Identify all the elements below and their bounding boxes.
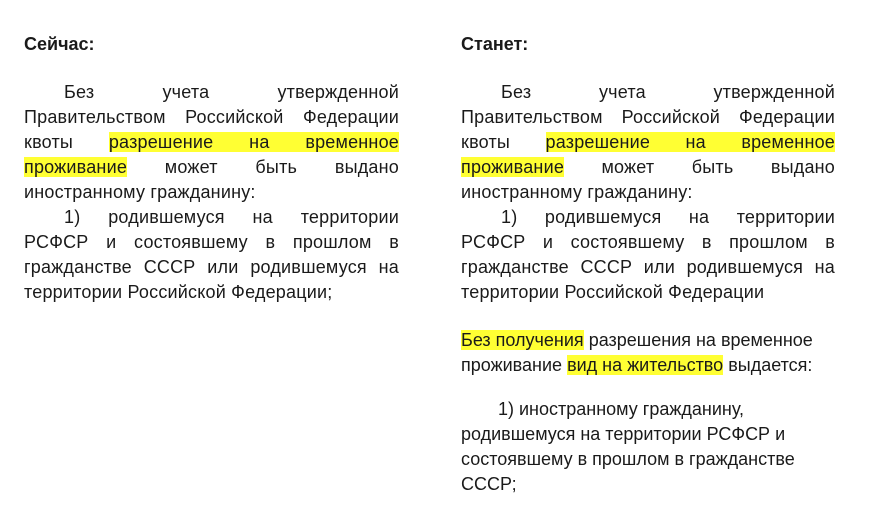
text-line — [461, 472, 835, 497]
text-span: квоты — [461, 132, 511, 152]
text-line — [461, 353, 835, 378]
new-intro-paragraph — [461, 80, 835, 205]
current-heading: Сейчас: — [24, 34, 95, 54]
text-span: Без учета утвержденной — [501, 82, 835, 102]
text-line — [24, 280, 399, 305]
highlighted-text: разрешение на временное — [108, 132, 399, 152]
highlighted-text: проживание — [461, 157, 565, 177]
text-line — [461, 422, 835, 447]
text-line — [461, 447, 835, 472]
new-second-paragraph — [461, 328, 835, 378]
text-line — [24, 80, 399, 105]
text-span: 1) родившемуся на территории — [501, 207, 835, 227]
current-intro-paragraph — [24, 80, 399, 205]
text-line — [461, 280, 835, 305]
new-heading: Станет: — [461, 34, 529, 54]
text-line — [461, 80, 835, 105]
text-line — [24, 155, 399, 180]
highlighted-text: проживание — [24, 157, 128, 177]
text-span: проживание — [461, 355, 563, 375]
text-span: территории Российской Федерации — [461, 282, 765, 302]
text-span: СССР; — [461, 474, 517, 494]
new-item-1 — [461, 205, 835, 305]
text-span: иностранному гражданину: — [24, 182, 256, 202]
text-span: может быть выдано — [601, 157, 836, 177]
highlighted-text: Без получения — [461, 330, 584, 350]
text-span: родившемуся на территории РСФСР и — [461, 424, 786, 444]
text-span: РСФСР и состоявшему в прошлом в — [24, 232, 399, 252]
text-span: 1) иностранному гражданину, — [498, 399, 745, 419]
text-line — [461, 230, 835, 255]
text-span: 1) родившемуся на территории — [64, 207, 399, 227]
text-line — [461, 180, 835, 205]
text-span: может быть выдано — [164, 157, 399, 177]
text-line — [24, 255, 399, 280]
text-line — [461, 255, 835, 280]
text-line — [24, 230, 399, 255]
text-line — [461, 155, 835, 180]
new-item-2 — [461, 397, 835, 497]
text-line — [461, 205, 835, 230]
text-span: Без учета утвержденной — [64, 82, 399, 102]
text-span: территории Российской Федерации; — [24, 282, 333, 302]
text-line — [461, 130, 835, 155]
current-item-1 — [24, 205, 399, 305]
text-line — [24, 205, 399, 230]
text-span: гражданстве СССР или родившемуся на — [24, 257, 399, 277]
text-line — [461, 105, 835, 130]
text-line — [24, 180, 399, 205]
text-span: Правительством Российской Федерации — [24, 107, 399, 127]
text-span: гражданстве СССР или родившемуся на — [461, 257, 835, 277]
text-span: состоявшему в прошлом в гражданстве — [461, 449, 795, 469]
text-span: выдается: — [728, 355, 813, 375]
text-span: РСФСР и состоявшему в прошлом в — [461, 232, 835, 252]
text-span: Правительством Российской Федерации — [461, 107, 835, 127]
highlighted-text: разрешение на временное — [545, 132, 836, 152]
text-line — [461, 397, 835, 422]
text-span: разрешения на временное — [588, 330, 813, 350]
highlighted-text: вид на жительство — [567, 355, 724, 375]
text-line — [24, 130, 399, 155]
text-span: иностранному гражданину: — [461, 182, 693, 202]
text-line — [461, 328, 835, 353]
text-line — [24, 105, 399, 130]
text-span: квоты — [24, 132, 74, 152]
